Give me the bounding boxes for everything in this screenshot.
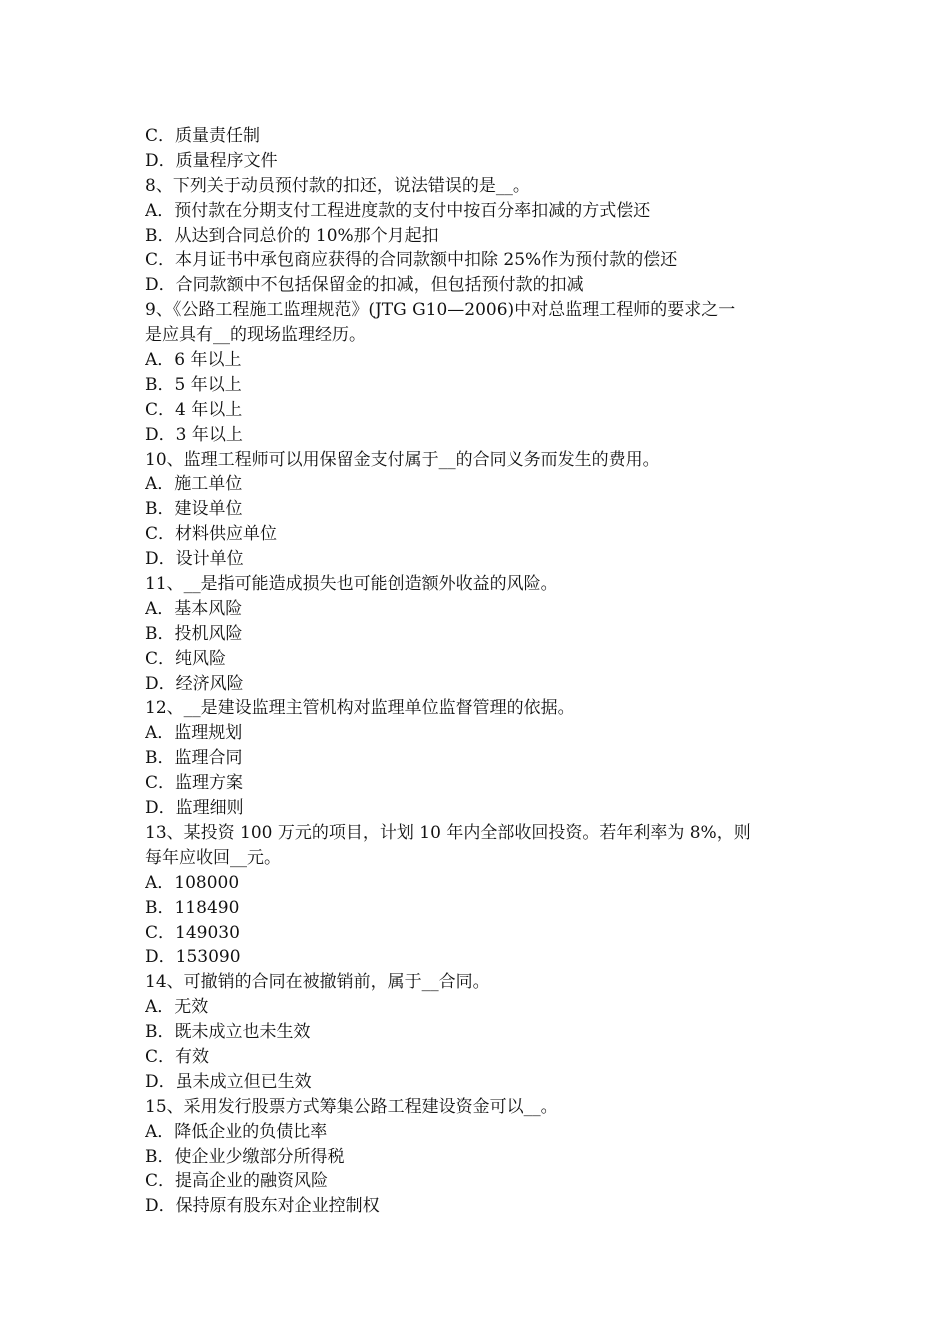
question-9-option-b: B．5 年以上	[145, 374, 242, 395]
question-13-option-a: A．108000	[145, 872, 240, 893]
question-9-option-d: D．3 年以上	[145, 424, 243, 445]
question-12: 12、__是建设监理主管机构对监理单位监督管理的依据。	[145, 698, 575, 719]
question-13-option-c: C．149030	[145, 922, 240, 943]
question-14-option-a: A．无效	[145, 997, 209, 1018]
question-8: 8、下列关于动员预付款的扣还，说法错误的是__。	[145, 175, 530, 196]
question-12-option-c: C．监理方案	[145, 773, 244, 794]
question-12-option-b: B．监理合同	[145, 748, 243, 769]
question-9-continued: 是应具有__的现场监理经历。	[145, 325, 366, 346]
question-12-option-a: A．监理规划	[145, 723, 243, 744]
option-d-line: D．质量程序文件	[145, 150, 278, 171]
question-15: 15、采用发行股票方式筹集公路工程建设资金可以__。	[145, 1096, 558, 1117]
option-c-line: C．质量责任制	[145, 126, 261, 146]
question-14-option-d: D．虽未成立但已生效	[145, 1071, 312, 1092]
document-page	[145, 124, 815, 1219]
question-8-option-c: C．本月证书中承包商应获得的合同款额中扣除 25%作为预付款的偿还	[145, 250, 678, 271]
question-13-option-b: B．118490	[145, 897, 240, 918]
question-11-option-d: D．经济风险	[145, 673, 244, 694]
question-14-option-c: C．有效	[145, 1046, 210, 1067]
question-11-option-b: B．投机风险	[145, 623, 243, 644]
question-12-option-d: D．监理细则	[145, 798, 244, 819]
question-13-continued: 每年应收回__元。	[145, 847, 281, 868]
question-13-option-d: D．153090	[145, 947, 241, 968]
question-11-option-a: A．基本风险	[145, 598, 243, 619]
question-10-option-b: B．建设单位	[145, 499, 243, 520]
question-9-option-a: A．6 年以上	[145, 350, 242, 371]
question-9: 9、《公路工程施工监理规范》(JTG G10—2006)中对总监理工程师的要求之一	[145, 300, 736, 321]
question-8-option-b: B．从达到合同总价的 10%那个月起扣	[145, 225, 439, 246]
question-10-option-c: C．材料供应单位	[145, 524, 278, 545]
question-15-option-b: B．使企业少缴部分所得税	[145, 1146, 345, 1167]
question-11-option-c: C．纯风险	[145, 648, 227, 669]
question-9-option-c: C．4 年以上	[145, 399, 243, 420]
question-15-option-c: C．提高企业的融资风险	[145, 1171, 329, 1192]
question-13: 13、某投资 100 万元的项目，计划 10 年内全部收回投资。若年利率为 8%，则	[145, 822, 751, 843]
question-10: 10、监理工程师可以用保留金支付属于__的合同义务而发生的费用。	[145, 449, 660, 470]
question-11: 11、__是指可能造成损失也可能创造额外收益的风险。	[145, 574, 558, 595]
question-8-option-a: A．预付款在分期支付工程进度款的支付中按百分率扣减的方式偿还	[145, 200, 651, 221]
question-14-option-b: B．既未成立也未生效	[145, 1022, 311, 1043]
question-8-option-d: D．合同款额中不包括保留金的扣减，但包括预付款的扣减	[145, 275, 584, 296]
question-15-option-a: A．降低企业的负债比率	[145, 1121, 328, 1142]
question-10-option-d: D．设计单位	[145, 549, 244, 570]
question-14: 14、可撤销的合同在被撤销前，属于__合同。	[145, 972, 490, 993]
question-10-option-a: A．施工单位	[145, 474, 243, 495]
question-15-option-d: D．保持原有股东对企业控制权	[145, 1196, 380, 1217]
